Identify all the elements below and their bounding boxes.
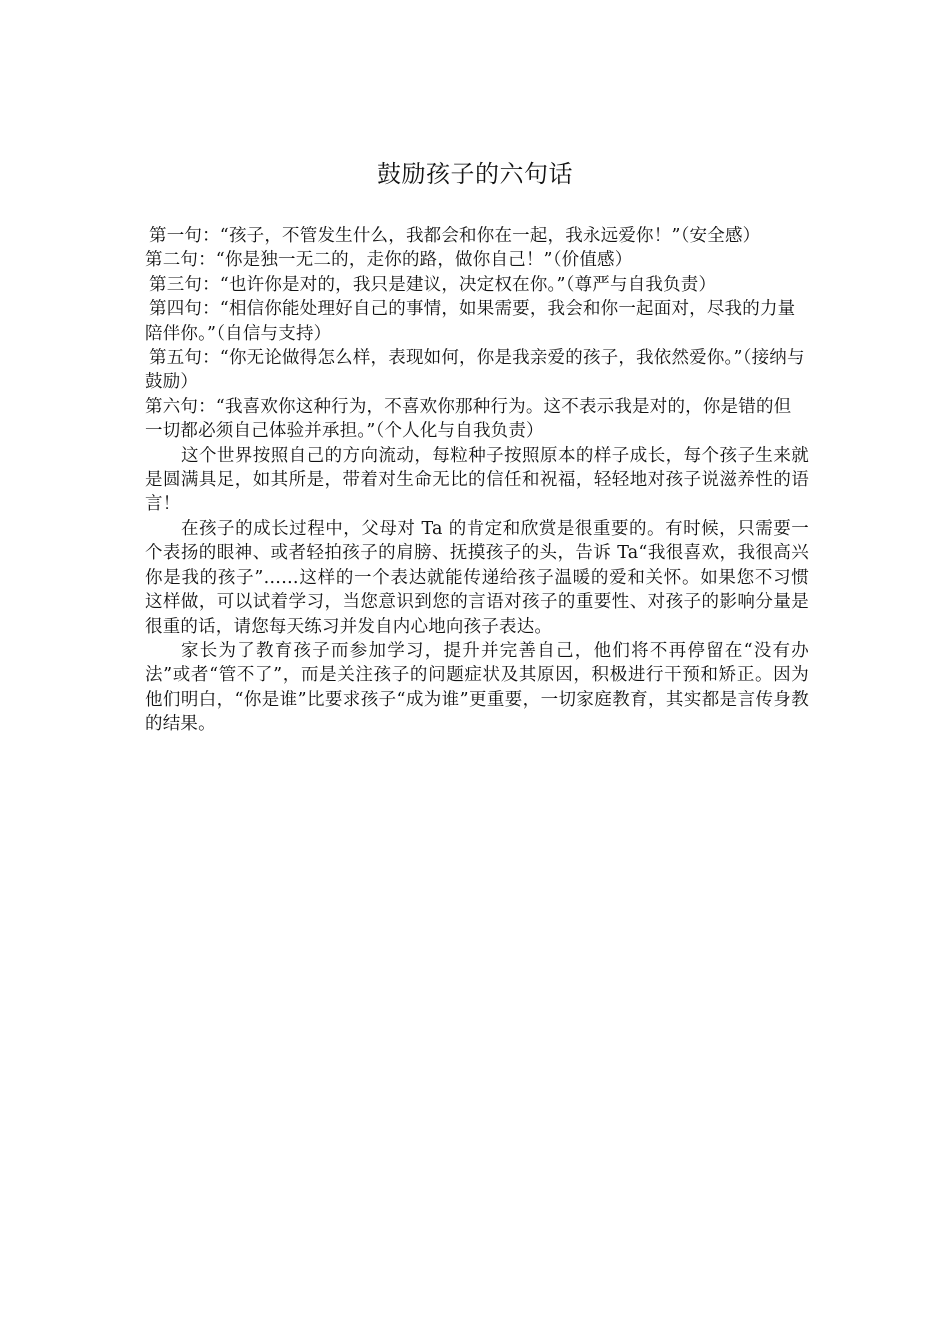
sentence-6: 第六句：“我喜欢你这种行为，不喜欢你那种行为。这不表示我是对的，你是错的但一切都必须自己体验并承担。”（个人化与自我负责） [145,396,792,442]
paragraph-1: 这个世界按照自己的方向流动，每粒种子按照原本的样子成长，每个孩子生来就是圆满具足，如其所是，带着对生命无比的信任和祝福，轻轻地对孩子说滋养性的语言！ [145,445,809,515]
paragraph-2: 在孩子的成长过程中，父母对 Ta 的肯定和欣赏是很重要的。有时候，只需要一个表扬的眼神、或者轻拍孩子的肩膀、抚摸孩子的头，告诉 Ta“我很喜欢，我很高兴你是我的孩子”……这样的一个表达就能传递给孩子温暖的爱和关怀。如果您不习惯这样做，可以试着学习，当您意识到您的言语对孩子的重要性、对孩子的影响分量是很重的话，请您每天练习并发自内心地向孩子表达。 [145,518,809,637]
sentence-4: 第四句：“相信你能处理好自己的事情，如果需要，我会和你一起面对，尽我的力量陪伴你。”（自信与支持） [145,299,796,344]
sentence-1: 第一句：“孩子，不管发生什么，我都会和你在一起，我永远爱你！”（安全感） [149,226,761,246]
paragraph-3: 家长为了教育孩子而参加学习，提升并完善自己，他们将不再停留在“没有办法”或者“管不了”，而是关注孩子的问题症状及其原因，积极进行干预和矫正。因为他们明白，“你是谁”比要求孩子“成为谁”更重要，一切家庭教育，其实都是言传身教的结果。 [145,640,809,735]
sentence-2: 第二句：“你是独一无二的，走你的路，做你自己！”（价值感） [145,250,633,271]
sentence-5: 第五句：“你无论做得怎么样，表现如何，你是我亲爱的孩子，我依然爱你。”（接纳与鼓励） [145,348,805,393]
document-title [0,158,950,190]
sentence-3: 第三句：“也许你是对的，我只是建议，决定权在你。”（尊严与自我负责） [149,274,717,295]
title-text: 鼓励孩子的六句话 [377,160,573,188]
document-body [145,224,809,737]
